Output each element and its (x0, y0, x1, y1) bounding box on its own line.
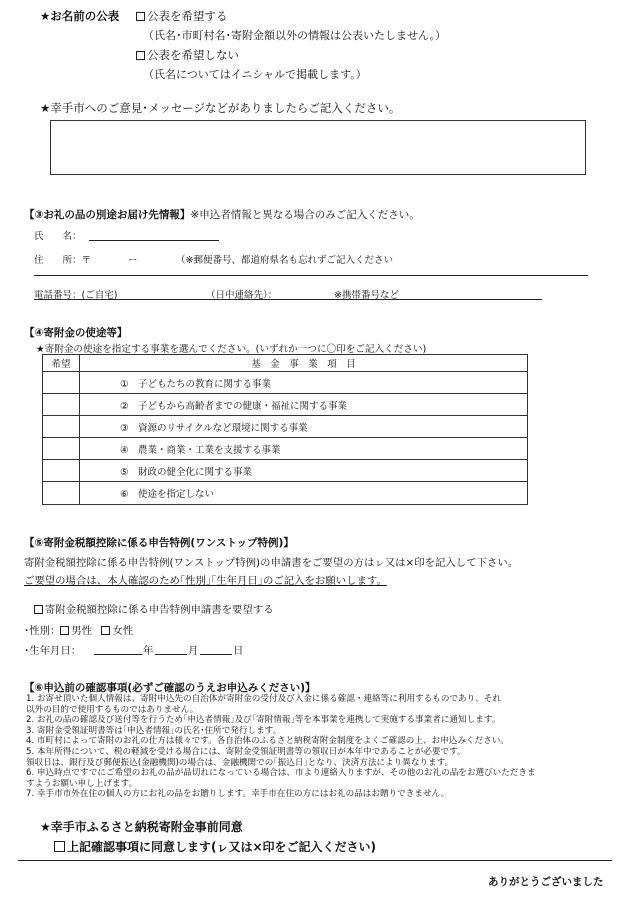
onestop-heading: 【⑤寄附金税額控除に係る申告特例(ワンストップ特例)】 (24, 537, 294, 549)
phone-home-label: 電話番号：(ご自宅) (34, 290, 118, 301)
birth-year-unit: 年 (143, 645, 154, 657)
fund-item: ① 子どもたちの教育に関する事業 (80, 372, 528, 394)
note-line: 5. 本年所得について、税の軽減を受ける場合には、寄附金受領証明書等の領収日が本年中であることが必要です。 (26, 746, 466, 757)
birth-month-field[interactable] (155, 654, 187, 655)
birth-day-field[interactable] (200, 654, 232, 655)
note-line: 6. 申込時点ですでにご希望のお礼の品が品切れになっている場合は、市より連絡入りますが、その他のお礼の品をお選びいただきま (26, 768, 536, 779)
gender-row (24, 622, 133, 637)
note-line: すようお願い申し上げます。 (26, 778, 138, 789)
mark-cell[interactable] (43, 372, 80, 394)
table-row (43, 394, 528, 416)
note-line: 領収日は、銀行及び郵便振込(金融機関)の場合は、金融機関での｢振込日｣となり、決済方法により異なります。 (26, 757, 454, 768)
table-row (43, 372, 528, 394)
male-label: 男性 (71, 625, 93, 637)
note-line: 4. 市町村によって寄附のお礼の仕方は様々です。各自治体のふるさと納税寄附金制度をよくご確認の上、お申込みください。 (26, 736, 509, 747)
onestop-request[interactable] (34, 601, 274, 616)
table-row (43, 482, 528, 504)
publish-label: 公表を希望する (147, 9, 228, 23)
publicity-option-publish[interactable] (136, 8, 228, 24)
delivery-name-field[interactable] (89, 240, 219, 241)
confirm-notes (26, 694, 612, 800)
fund-item: ⑤ 財政の健全化に関する事業 (80, 460, 528, 482)
note-line: 以外の目的で使用するものではありません。 (26, 704, 199, 715)
phone-field[interactable] (34, 299, 542, 300)
onestop-line2: ご要望の場合は、本人確認のため｢性別｣｢生年月日｣のご記入をお願いします。 (24, 575, 387, 587)
delivery-heading-note: ※申込者情報と異なる場合のみご記入ください。 (190, 209, 420, 221)
footer-divider (18, 860, 612, 861)
note-line: 2. お礼の品の確認及び送付等を行うため｢申込者情報｣及び｢寄附情報｣等を本事業を連携して実施する事業者に通知します。 (26, 715, 501, 726)
delivery-address-label: 住 所：〒 (34, 255, 92, 266)
note-line: 1. お寄せ頂いた個人情報は、寄附申込先の自治体が寄附金の受付及び入金に係る確認・連絡等に利用するものであり、それ (26, 694, 501, 704)
mark-cell[interactable] (43, 482, 80, 504)
birth-day-unit: 日 (233, 645, 244, 657)
delivery-address-field[interactable] (34, 275, 588, 276)
female-label: 女性 (112, 625, 134, 637)
col-mark-header: 希望 (43, 355, 80, 372)
agreement-consent[interactable] (54, 838, 376, 855)
agreement-checkbox-label: 上記確認事項に同意します(ㇾ又は×印をご記入ください) (67, 840, 377, 854)
usage-instruction: ★寄附金の使途を指定する事業を選んでください。(いずれか一つに〇印をご記入ください) (36, 344, 427, 355)
birth-label: ･生年月日： (24, 645, 82, 657)
onestop-checkbox-label: 寄附金税額控除に係る申告特例申請書を要望する (45, 604, 274, 616)
phone-mobile-label: ※携帯番号など (334, 290, 399, 301)
message-textbox[interactable] (50, 120, 586, 175)
male-checkbox[interactable] (60, 626, 69, 635)
mark-cell[interactable] (43, 460, 80, 482)
postal-dash: ー (128, 255, 138, 266)
mark-cell[interactable] (43, 394, 80, 416)
mark-cell[interactable] (43, 438, 80, 460)
fund-item: ③ 資源のリサイクルなど環境に関する事業 (80, 416, 528, 438)
message-label: ★幸手市へのご意見･メッセージなどがありましたらご記入ください。 (40, 101, 401, 115)
fund-item: ④ 農業・商業・工業を支援する事業 (80, 438, 528, 460)
col-item-header: 基 金 事 業 項 目 (80, 355, 528, 372)
thanks-text: ありがとうございました (488, 876, 604, 888)
fund-item: ⑥ 使途を指定しない (80, 482, 528, 504)
publish-checkbox[interactable] (136, 12, 145, 21)
publicity-option-private[interactable] (136, 47, 239, 63)
delivery-name-label: 氏 名： (34, 231, 82, 242)
private-checkbox[interactable] (136, 51, 145, 60)
note-line: 3. 寄附金受領証明書等は｢申込者情報｣の氏名･住所で発行します。 (26, 725, 282, 736)
gender-label: ･性別： (24, 625, 61, 637)
agreement-title: ★幸手市ふるさと納税寄附金事前同意 (40, 820, 243, 834)
birth-month-unit: 月 (188, 645, 199, 657)
birth-year-field[interactable] (94, 654, 142, 655)
agreement-checkbox[interactable] (54, 841, 65, 852)
note-line: 7. 幸手市市外在住の個人の方にお礼の品をお贈りします。幸手市在住の方にはお礼の品はお贈りできません。 (26, 789, 450, 800)
publish-note: （氏名･市町村名･寄附金額以外の情報は公表いたしません。） (143, 29, 447, 42)
delivery-address-note: （※郵便番号、都道府県名も忘れずご記入ください (176, 255, 393, 266)
confirm-heading: 【⑥申込前の確認事項(必ずご確認のうえお申込みください)】 (24, 682, 316, 694)
table-row (43, 416, 528, 438)
delivery-section (24, 207, 420, 222)
onestop-line1: 寄附金税額控除に係る申告特例(ワンストップ特例)の申請書をご要望の方はㇾ又は×印を記入して下さい。 (24, 557, 519, 569)
private-note: （氏名についてはイニシャルで掲載します。） (143, 68, 367, 81)
mark-cell[interactable] (43, 416, 80, 438)
private-label: 公表を希望しない (147, 48, 239, 62)
phone-day-label: （日中連絡先）： (206, 290, 278, 301)
fund-item: ② 子どもから高齢者までの健康・福祉に関する事業 (80, 394, 528, 416)
onestop-checkbox[interactable] (34, 605, 43, 614)
fund-table-header (43, 355, 528, 372)
table-row (43, 438, 528, 460)
publicity-title: ★お名前の公表 (40, 9, 120, 23)
usage-heading: 【④寄附金の使途等】 (24, 327, 128, 339)
female-checkbox[interactable] (101, 626, 110, 635)
table-row (43, 460, 528, 482)
fund-table (42, 354, 528, 505)
delivery-heading: 【③お礼の品の別途お届け先情報】 (24, 209, 191, 221)
